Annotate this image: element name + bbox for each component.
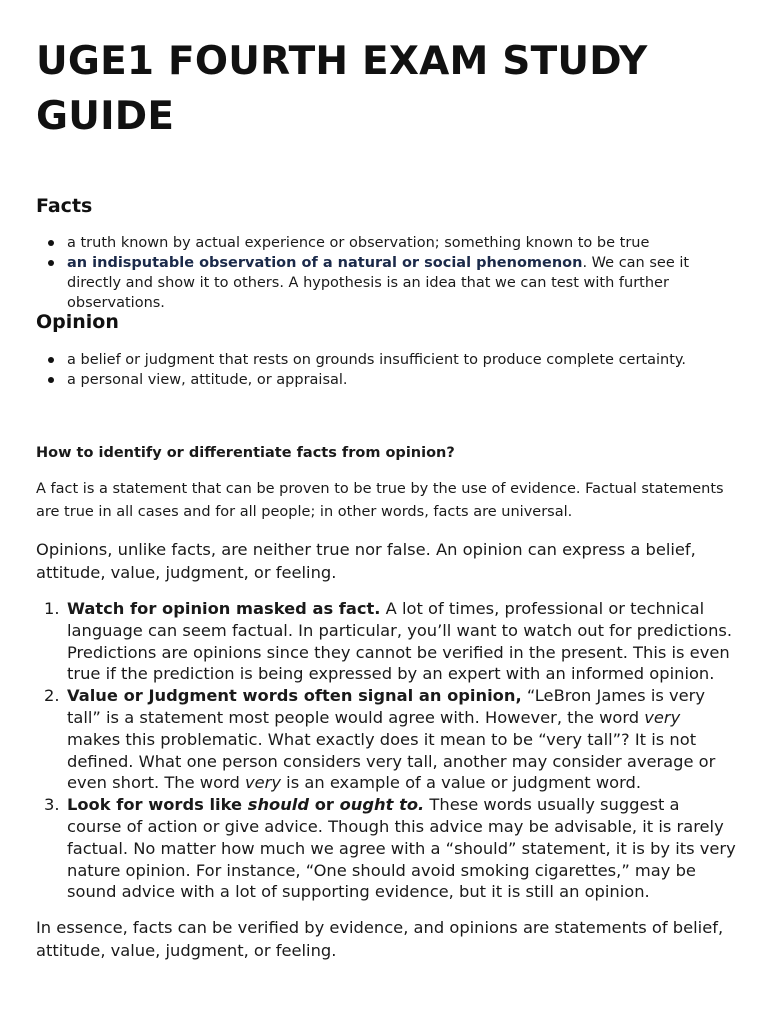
item-title: Value or Judgment words often signal an opinion, — [67, 686, 522, 706]
list-item-text: a belief or judgment that rests on grounds insufficient to produce complete certainty. — [67, 352, 687, 368]
opinion-heading: Opinion — [36, 311, 119, 333]
list-item — [36, 253, 736, 313]
bullet-icon — [48, 377, 54, 383]
item-text: makes this problematic. What exactly does it mean to be “very tall”? It is not defined. What one person considers very tall, another may consider average or even short. The word — [67, 729, 716, 793]
tips-list — [36, 598, 736, 903]
summary-paragraph: In essence, facts can be verified by evidence, and opinions are statements of belief, attitude, value, judgment, or feeling. — [36, 918, 724, 960]
item-title: or — [309, 795, 340, 815]
fact-definition-paragraph: A fact is a statement that can be proven to be true by the use of evidence. Factual statements are true in all cases and for all people; in other words, facts are universal. — [36, 481, 724, 520]
list-item-text: a truth known by actual experience or observation; something known to be true — [67, 235, 650, 251]
list-item-text: . We can see it directly and show it to others. A hypothesis is an idea that we can test with further observations. — [67, 255, 690, 311]
list-item — [36, 233, 736, 253]
identify-heading: How to identify or differentiate facts from opinion? — [36, 445, 455, 461]
item-number: 1. — [44, 599, 60, 618]
facts-heading: Facts — [36, 195, 93, 217]
emphasis-word: ought to. — [339, 795, 425, 815]
opinion-definition-paragraph: Opinions, unlike facts, are neither true nor false. An opinion can express a belief, attitude, value, judgment, or feeling. — [36, 540, 696, 582]
item-title: Watch for opinion masked as fact. — [67, 599, 381, 618]
definition-link[interactable]: an indisputable observation of a natural or social phenomenon — [67, 255, 583, 271]
bullet-icon — [48, 260, 54, 266]
emphasis-word: very — [245, 773, 281, 793]
item-text: These words usually suggest a course of action or give advice. Though this advice may be advisable, it is rarely factual. No matter how much we agree with a “should” statement, it is by its very nature opinion. For instance, “One should avoid smoking cigarettes,” may be sound advice with a lot of supporting evidence, but it is still an opinion. — [67, 795, 736, 902]
numbered-item — [36, 685, 736, 794]
item-number: 2. — [44, 686, 60, 706]
bullet-icon — [48, 357, 54, 363]
emphasis-word: should — [247, 795, 310, 815]
list-item-text: a personal view, attitude, or appraisal. — [67, 372, 348, 388]
facts-list — [36, 233, 736, 313]
numbered-item — [36, 794, 736, 903]
item-text: A lot of times, professional or technical language can seem factual. In particular, you’ll want to watch out for predictions. Predictions are opinions since they cannot be verified in the present. This is even true if the prediction is being expressed by an expert with an informed opinion. — [67, 599, 733, 684]
item-text: “LeBron James is very tall” is a statement most people would agree with. However, the word — [67, 686, 706, 727]
emphasis-word: very — [644, 707, 681, 727]
list-item — [36, 370, 736, 390]
item-text: is an example of a value or judgment word. — [281, 773, 642, 793]
page-title: UGE1 FOURTH EXAM STUDY GUIDE — [36, 39, 648, 139]
item-title: Look for words like — [67, 795, 248, 815]
opinion-list — [36, 350, 736, 390]
item-number: 3. — [44, 795, 60, 815]
numbered-item — [36, 598, 736, 685]
list-item — [36, 350, 736, 370]
bullet-icon — [48, 240, 54, 246]
